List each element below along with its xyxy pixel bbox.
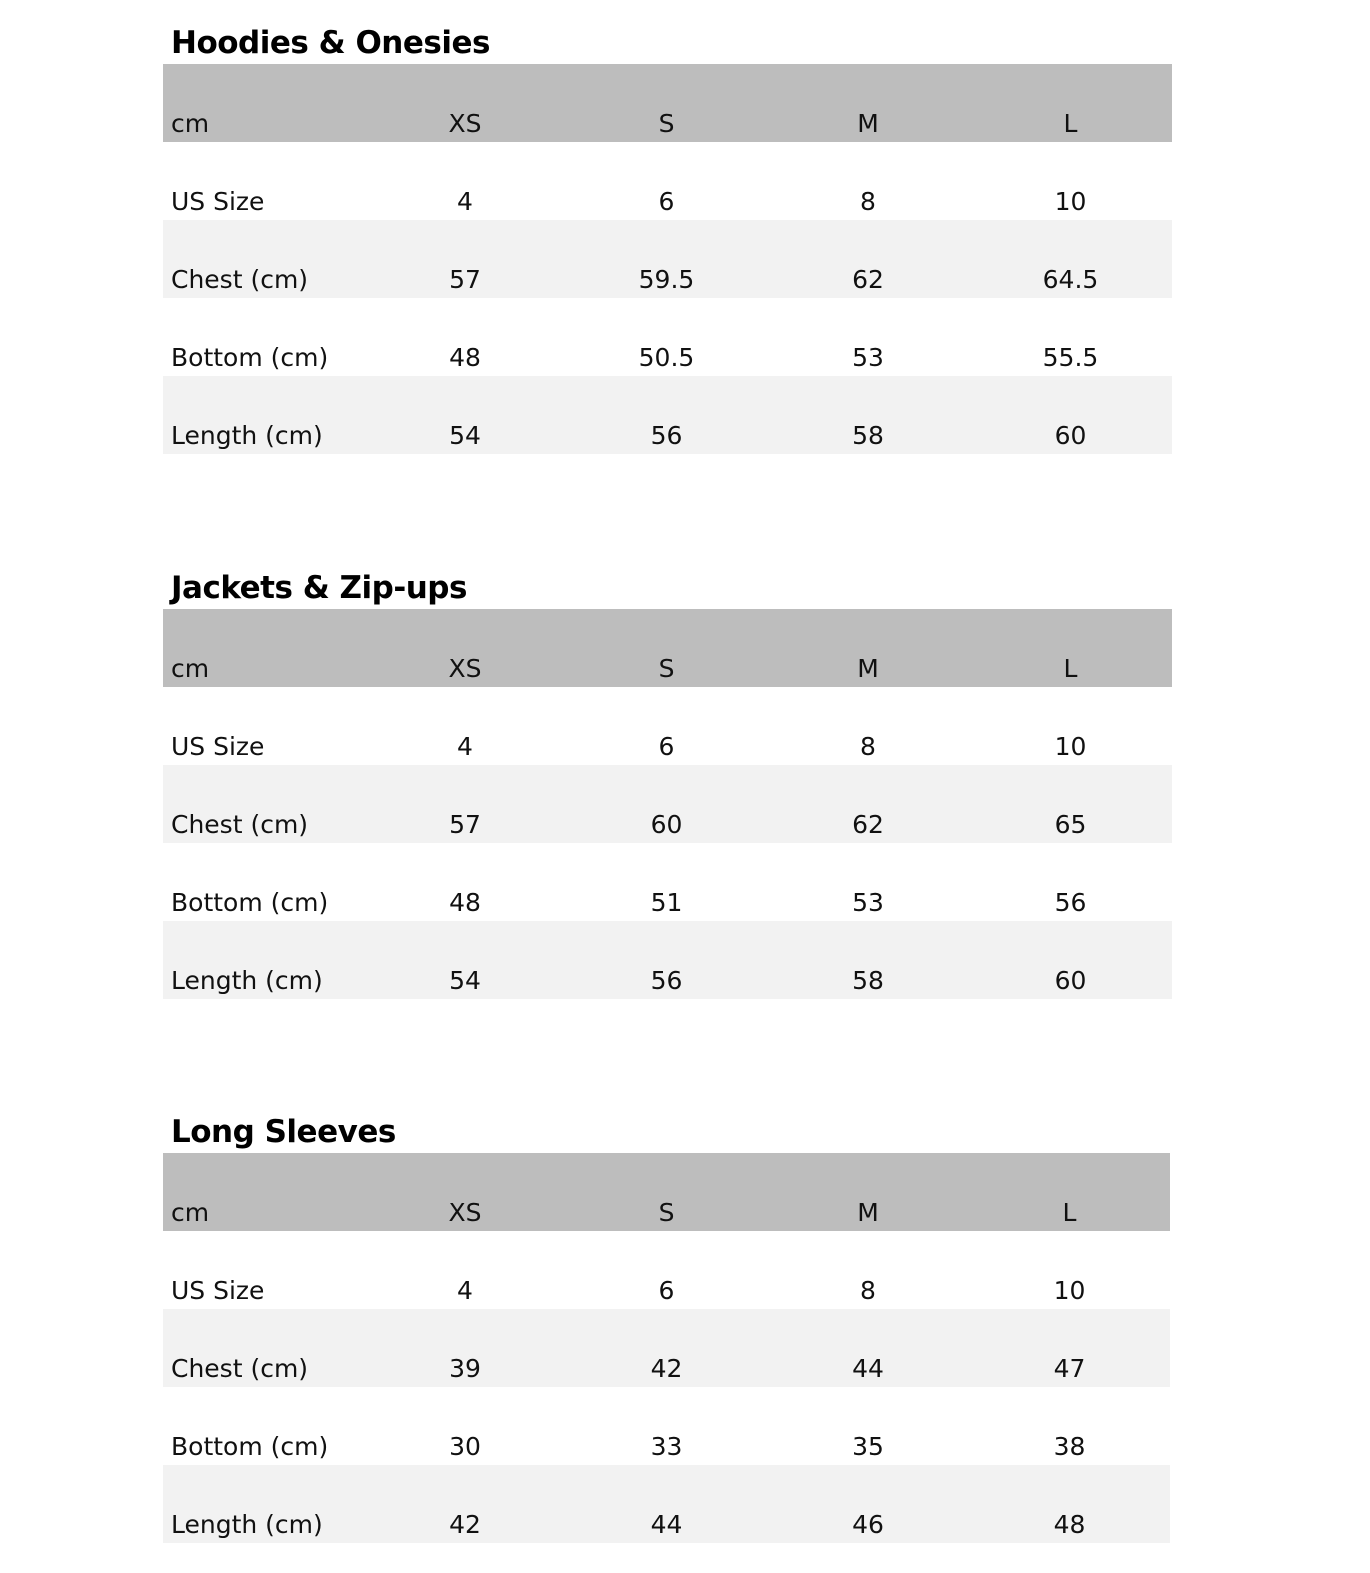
table-cell: 65	[1054, 810, 1087, 839]
header-cell: cm	[171, 654, 210, 683]
table-cell: 59.5	[638, 265, 695, 294]
table-cell: 35	[852, 1432, 884, 1461]
table-cell: 42	[449, 1510, 481, 1539]
table-cell: 4	[457, 187, 473, 216]
table-cell: 39	[449, 1354, 481, 1383]
table-cell: 56	[1054, 888, 1087, 917]
table-row	[163, 1309, 1170, 1387]
table-row	[163, 1387, 1170, 1465]
row-label: US Size	[171, 732, 265, 761]
table-row	[163, 142, 1172, 220]
row-label: Length (cm)	[171, 966, 323, 995]
table-row	[163, 220, 1172, 298]
table-cell: 30	[449, 1432, 481, 1461]
table-cell: 51	[650, 888, 683, 917]
section-title: Hoodies & Onesies	[171, 25, 490, 61]
table-cell: 44	[650, 1510, 683, 1539]
table-row	[163, 298, 1172, 376]
table-cell: 4	[457, 732, 473, 761]
table-cell: 62	[852, 265, 884, 294]
table-cell: 6	[658, 732, 675, 761]
table-header-row	[163, 609, 1172, 687]
table-cell: 53	[852, 888, 884, 917]
header-cell: S	[658, 654, 675, 683]
table-cell: 48	[449, 888, 481, 917]
row-label: US Size	[171, 187, 265, 216]
table-cell: 53	[852, 343, 884, 372]
section-title: Jackets & Zip-ups	[171, 570, 467, 606]
table-cell: 54	[449, 966, 481, 995]
table-row	[163, 843, 1172, 921]
row-label: Length (cm)	[171, 421, 323, 450]
table-cell: 10	[1054, 732, 1087, 761]
table-cell: 60	[650, 810, 683, 839]
header-cell: L	[1063, 109, 1078, 138]
header-cell: M	[857, 109, 879, 138]
table-cell: 44	[852, 1354, 884, 1383]
header-cell: cm	[171, 1198, 210, 1227]
table-cell: 55.5	[1042, 343, 1099, 372]
section-title: Long Sleeves	[171, 1114, 396, 1150]
row-label: Chest (cm)	[171, 810, 309, 839]
header-cell: XS	[448, 109, 482, 138]
table-header-row	[163, 64, 1172, 142]
table-cell: 54	[449, 421, 481, 450]
header-cell: L	[1062, 1198, 1077, 1227]
table-cell: 64.5	[1042, 265, 1099, 294]
table-cell: 42	[650, 1354, 683, 1383]
size-table	[163, 64, 1172, 454]
header-cell: XS	[448, 1198, 482, 1227]
table-cell: 4	[457, 1276, 473, 1305]
table-cell: 46	[852, 1510, 884, 1539]
table-cell: 60	[1054, 421, 1087, 450]
table-cell: 56	[650, 421, 683, 450]
row-label: Bottom (cm)	[171, 1432, 329, 1461]
table-row	[163, 765, 1172, 843]
row-label: Length (cm)	[171, 1510, 323, 1539]
table-row	[163, 1465, 1170, 1543]
table-cell: 58	[852, 421, 884, 450]
table-header-row	[163, 1153, 1170, 1231]
table-row	[163, 687, 1172, 765]
table-cell: 10	[1053, 1276, 1086, 1305]
table-cell: 47	[1053, 1354, 1086, 1383]
row-label: Chest (cm)	[171, 265, 309, 294]
table-cell: 8	[860, 1276, 876, 1305]
table-row	[163, 921, 1172, 999]
table-row	[163, 1231, 1170, 1309]
table-cell: 10	[1054, 187, 1087, 216]
table-cell: 58	[852, 966, 884, 995]
header-cell: XS	[448, 654, 482, 683]
table-cell: 57	[449, 810, 481, 839]
table-cell: 60	[1054, 966, 1087, 995]
header-cell: M	[857, 654, 879, 683]
row-label: US Size	[171, 1276, 265, 1305]
row-label: Chest (cm)	[171, 1354, 309, 1383]
row-label: Bottom (cm)	[171, 888, 329, 917]
table-cell: 50.5	[638, 343, 695, 372]
header-cell: S	[658, 1198, 675, 1227]
table-cell: 62	[852, 810, 884, 839]
table-cell: 33	[650, 1432, 683, 1461]
size-table	[163, 1153, 1170, 1543]
header-cell: L	[1063, 654, 1078, 683]
header-cell: cm	[171, 109, 210, 138]
table-cell: 8	[860, 187, 876, 216]
table-cell: 38	[1053, 1432, 1086, 1461]
table-cell: 8	[860, 732, 876, 761]
table-cell: 48	[449, 343, 481, 372]
table-cell: 57	[449, 265, 481, 294]
row-label: Bottom (cm)	[171, 343, 329, 372]
table-cell: 6	[658, 1276, 675, 1305]
table-cell: 6	[658, 187, 675, 216]
table-cell: 48	[1053, 1510, 1086, 1539]
header-cell: S	[658, 109, 675, 138]
header-cell: M	[857, 1198, 879, 1227]
table-row	[163, 376, 1172, 454]
size-table	[163, 609, 1172, 999]
table-cell: 56	[650, 966, 683, 995]
